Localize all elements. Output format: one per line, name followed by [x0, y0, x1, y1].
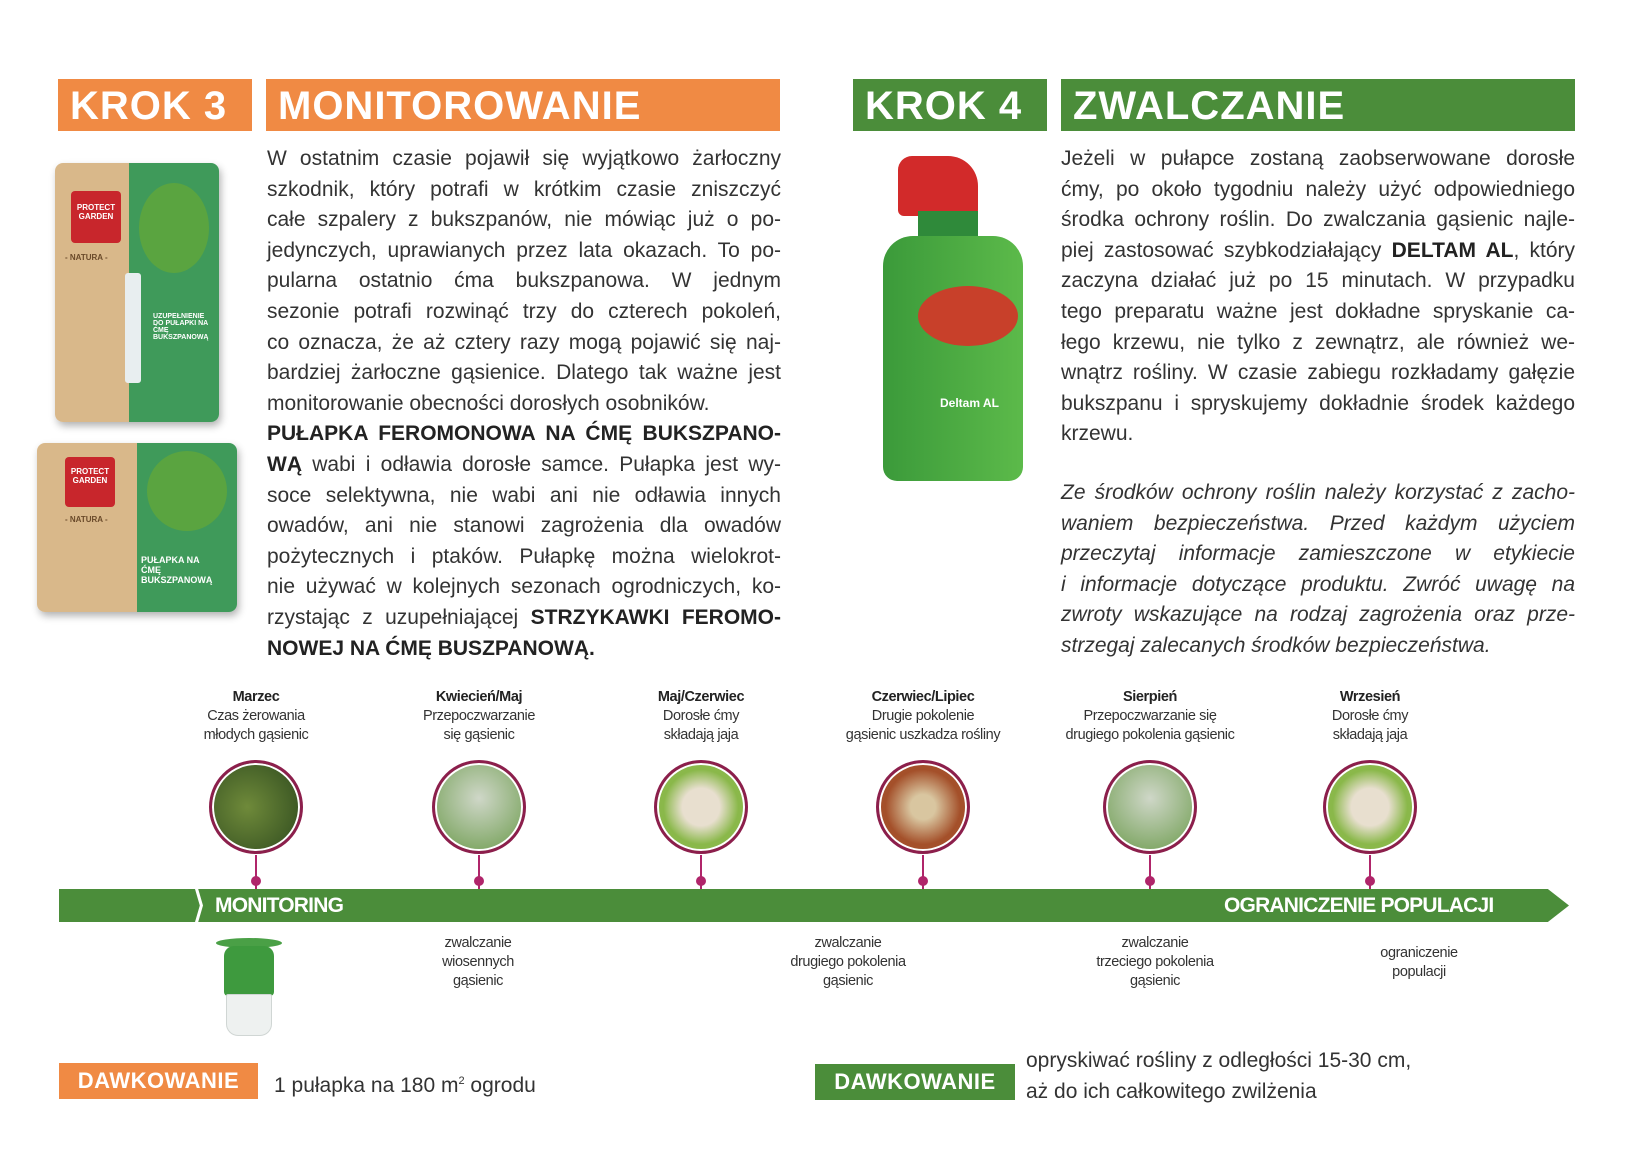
- step3-text: [267, 144, 781, 664]
- timeline-action-label: ograniczenie populacji: [1380, 945, 1458, 980]
- timeline-stage-label: Wrzesień Dorosłe ćmy składają jaja: [1331, 689, 1409, 743]
- trap-package-image: [37, 443, 237, 612]
- bold-text: NOWEJ NA ĆMĘ BUSZPANOWĄ.: [267, 636, 595, 660]
- text-line: [267, 175, 781, 206]
- stage-photo: [432, 760, 526, 854]
- text: wabi i odławia dorosłe samce. Pułapka jest wy-: [302, 452, 781, 476]
- timeline-stage-label: Sierpień Przepoczwarzanie się drugiego pokolenia gąsienic: [1065, 689, 1235, 743]
- text: łego krzewu, nie tylko z zewnątrz, ale również we-: [1061, 330, 1575, 354]
- text-line: [1061, 236, 1575, 267]
- text: soce selektywna, nie wabi ani nie odławia innych: [267, 483, 781, 507]
- text: całe szpalery z bukszpanów, nie mówiąc już o po-: [267, 208, 781, 232]
- step4-title: ZWALCZANIE: [1061, 79, 1575, 131]
- product-line: - NATURA -: [65, 515, 108, 524]
- text-line: [1061, 297, 1575, 328]
- text: Jeżeli w pułapce zostaną zaobserwowane dorosłe: [1061, 147, 1575, 170]
- stage-photo: [1323, 760, 1417, 854]
- pheromone-trap-image: [216, 934, 282, 1039]
- text-line: [267, 236, 781, 267]
- timeline-action-label: zwalczanie drugiego pokolenia gąsienic: [790, 935, 906, 989]
- text-line: [267, 450, 781, 481]
- stage-photo: [654, 760, 748, 854]
- text-line: [1061, 358, 1575, 389]
- deltam-spray-bottle-image: [878, 156, 1029, 485]
- text-line: [1061, 144, 1575, 175]
- timeline-stage-label: Maj/Czerwiec Dorosłe ćmy składają jaja: [657, 689, 745, 743]
- dosage-text-step4: opryskiwać rośliny z odległości 15-30 cm, aż do ich całkowitego zwilżenia: [1026, 1049, 1412, 1103]
- text: środka ochrony roślin. Do zwalczania gąsienic najle-: [1061, 208, 1575, 232]
- timeline-marker: [251, 876, 261, 886]
- population-control-label: OGRANICZENIE POPULACJI: [1224, 894, 1494, 917]
- step4-badge: KROK 4: [853, 79, 1047, 131]
- trap-label: PUŁAPKA NA ĆMĘ BUKSZPANOWĄ: [141, 555, 213, 585]
- text: jedynczych, uprawianych przez lata okazach. To po-: [267, 238, 781, 262]
- stage-photo: [1103, 760, 1197, 854]
- dosage-text-step3: 1 pułapka na 180 $m^2$ ogrodu: [274, 1074, 536, 1097]
- safety-warning: [1061, 478, 1575, 662]
- timeline-marker: [474, 876, 484, 886]
- text: zaczyna działać już po 15 minutach. W przypadku: [1061, 269, 1575, 293]
- timeline-marker: [1365, 876, 1375, 886]
- text-line: [1061, 266, 1575, 297]
- text: przeczytaj informacje zamieszczone w etykiecie: [1061, 542, 1575, 566]
- text: nie używać w kolejnych sezonach ogrodniczych, ko-: [267, 575, 781, 599]
- step4-text: [1061, 144, 1575, 450]
- bold-text: WĄ: [267, 452, 302, 476]
- timeline-stage-label: Kwiecień/Maj Przepoczwarzanie się gąsienic: [422, 689, 536, 743]
- text: bardziej żarłoczne gąsienice. Dlatego tak ważne jest: [267, 361, 781, 385]
- dosage-badge-step3: DAWKOWANIE: [59, 1063, 258, 1099]
- timeline-action-label: zwalczanie trzeciego pokolenia gąsienic: [1096, 935, 1214, 989]
- text-line: [267, 634, 781, 665]
- bold-text: STRZYKAWKI FEROMO-: [530, 605, 781, 629]
- text: i informacje dotyczące produktu. Zwróć uwagę na: [1061, 572, 1575, 596]
- text: krzewu.: [1061, 422, 1134, 446]
- text: bukszpanu i spryskujemy dokładnie środek każdego: [1061, 391, 1575, 415]
- text: szkodnik, który potrafi w krótkim czasie zniszczyć: [267, 177, 781, 201]
- text: rzystając z uzupełniającej: [267, 605, 531, 629]
- text: waniem bezpieczeństwa. Przed każdym użyciem: [1061, 511, 1575, 535]
- text-line: [1061, 419, 1575, 450]
- text-line: [267, 266, 781, 297]
- text: tego preparatu ważne jest dokładne spryskanie ca-: [1061, 299, 1575, 323]
- text-line: [1061, 570, 1575, 601]
- text: co oznacza, że aż cztery razy mogą pojawić się naj-: [267, 330, 781, 354]
- text-line: [267, 572, 781, 603]
- text-line: [1061, 631, 1575, 662]
- text-line: [267, 419, 781, 450]
- text-line: [267, 389, 781, 420]
- text-line: [267, 328, 781, 359]
- timeline-action-label: zwalczanie wiosennych gąsienic: [442, 935, 514, 989]
- text-line: [1061, 478, 1575, 509]
- text-line: [1061, 509, 1575, 540]
- text: zwroty wskazujące na rodzaj zagrożenia oraz prze-: [1061, 603, 1575, 627]
- text: sezonie potrafi rozwinąć trzy do czterech pokoleń,: [267, 299, 781, 323]
- text-line: [1061, 175, 1575, 206]
- text: strzegaj zalecanych środków bezpieczeństwa.: [1061, 633, 1491, 657]
- timeline-marker: [1145, 876, 1155, 886]
- text: Ze środków ochrony roślin należy korzystać z zacho-: [1061, 481, 1575, 504]
- text: owadów, ani nie stanowi zagrożenia dla owadów: [267, 514, 781, 538]
- stage-photo: [876, 760, 970, 854]
- text-line: [1061, 205, 1575, 236]
- timeline-stage-label: Czerwiec/Lipiec Drugie pokolenie gąsienic uszkadza rośliny: [845, 689, 1001, 743]
- text-line: [267, 542, 781, 573]
- text: piej zastosować szybkodziałający: [1061, 238, 1392, 262]
- step3-title: MONITOROWANIE: [266, 79, 780, 131]
- product-line: - NATURA -: [65, 253, 108, 262]
- text-line: [1061, 539, 1575, 570]
- text: , który: [1513, 238, 1576, 262]
- timeline-stage-label: Marzec Czas żerowania młodych gąsienic: [203, 689, 309, 743]
- bold-text: PUŁAPKA FEROMONOWA NA ĆMĘ BUKSZPANO-: [267, 422, 781, 446]
- text-line: [267, 205, 781, 236]
- monitoring-label: MONITORING: [215, 894, 344, 917]
- refill-package-image: [55, 163, 219, 422]
- text-line: [267, 297, 781, 328]
- bold-text: DELTAM AL: [1391, 238, 1514, 262]
- text: W ostatnim czasie pojawił się wyjątkowo żarłoczny: [267, 147, 781, 170]
- spray-label: Deltam AL: [940, 396, 999, 410]
- text-line: [267, 511, 781, 542]
- brand-logo: PROTECT GARDEN: [71, 191, 121, 243]
- brand-logo: PROTECT GARDEN: [65, 457, 115, 507]
- text-line: [267, 481, 781, 512]
- text: monitorowanie obecności dorosłych osobników.: [267, 391, 710, 415]
- text-line: [267, 603, 781, 634]
- stage-photo: [209, 760, 303, 854]
- timeline-marker: [696, 876, 706, 886]
- text-line: [1061, 600, 1575, 631]
- text: pularna ostatnio ćma bukszpanowa. W jednym: [267, 269, 781, 293]
- dosage-badge-step4: DAWKOWANIE: [815, 1064, 1015, 1100]
- text-line: [267, 358, 781, 389]
- step3-badge: KROK 3: [58, 79, 252, 131]
- text-line: [1061, 328, 1575, 359]
- timeline-marker: [918, 876, 928, 886]
- refill-label: UZUPEŁNIENIE DO PUŁAPKI NA ĆMĘ BUKSZPANOWĄ: [153, 313, 209, 341]
- text: wnątrz rośliny. W czasie zabiegu rozkładamy gałęzie: [1061, 361, 1575, 385]
- text: ćmy, po około tygodniu należy użyć odpowiedniego: [1061, 177, 1575, 201]
- text-line: [1061, 389, 1575, 420]
- text: pożytecznych i ptaków. Pułapkę można wielokrot-: [267, 544, 781, 568]
- text-line: [267, 144, 781, 175]
